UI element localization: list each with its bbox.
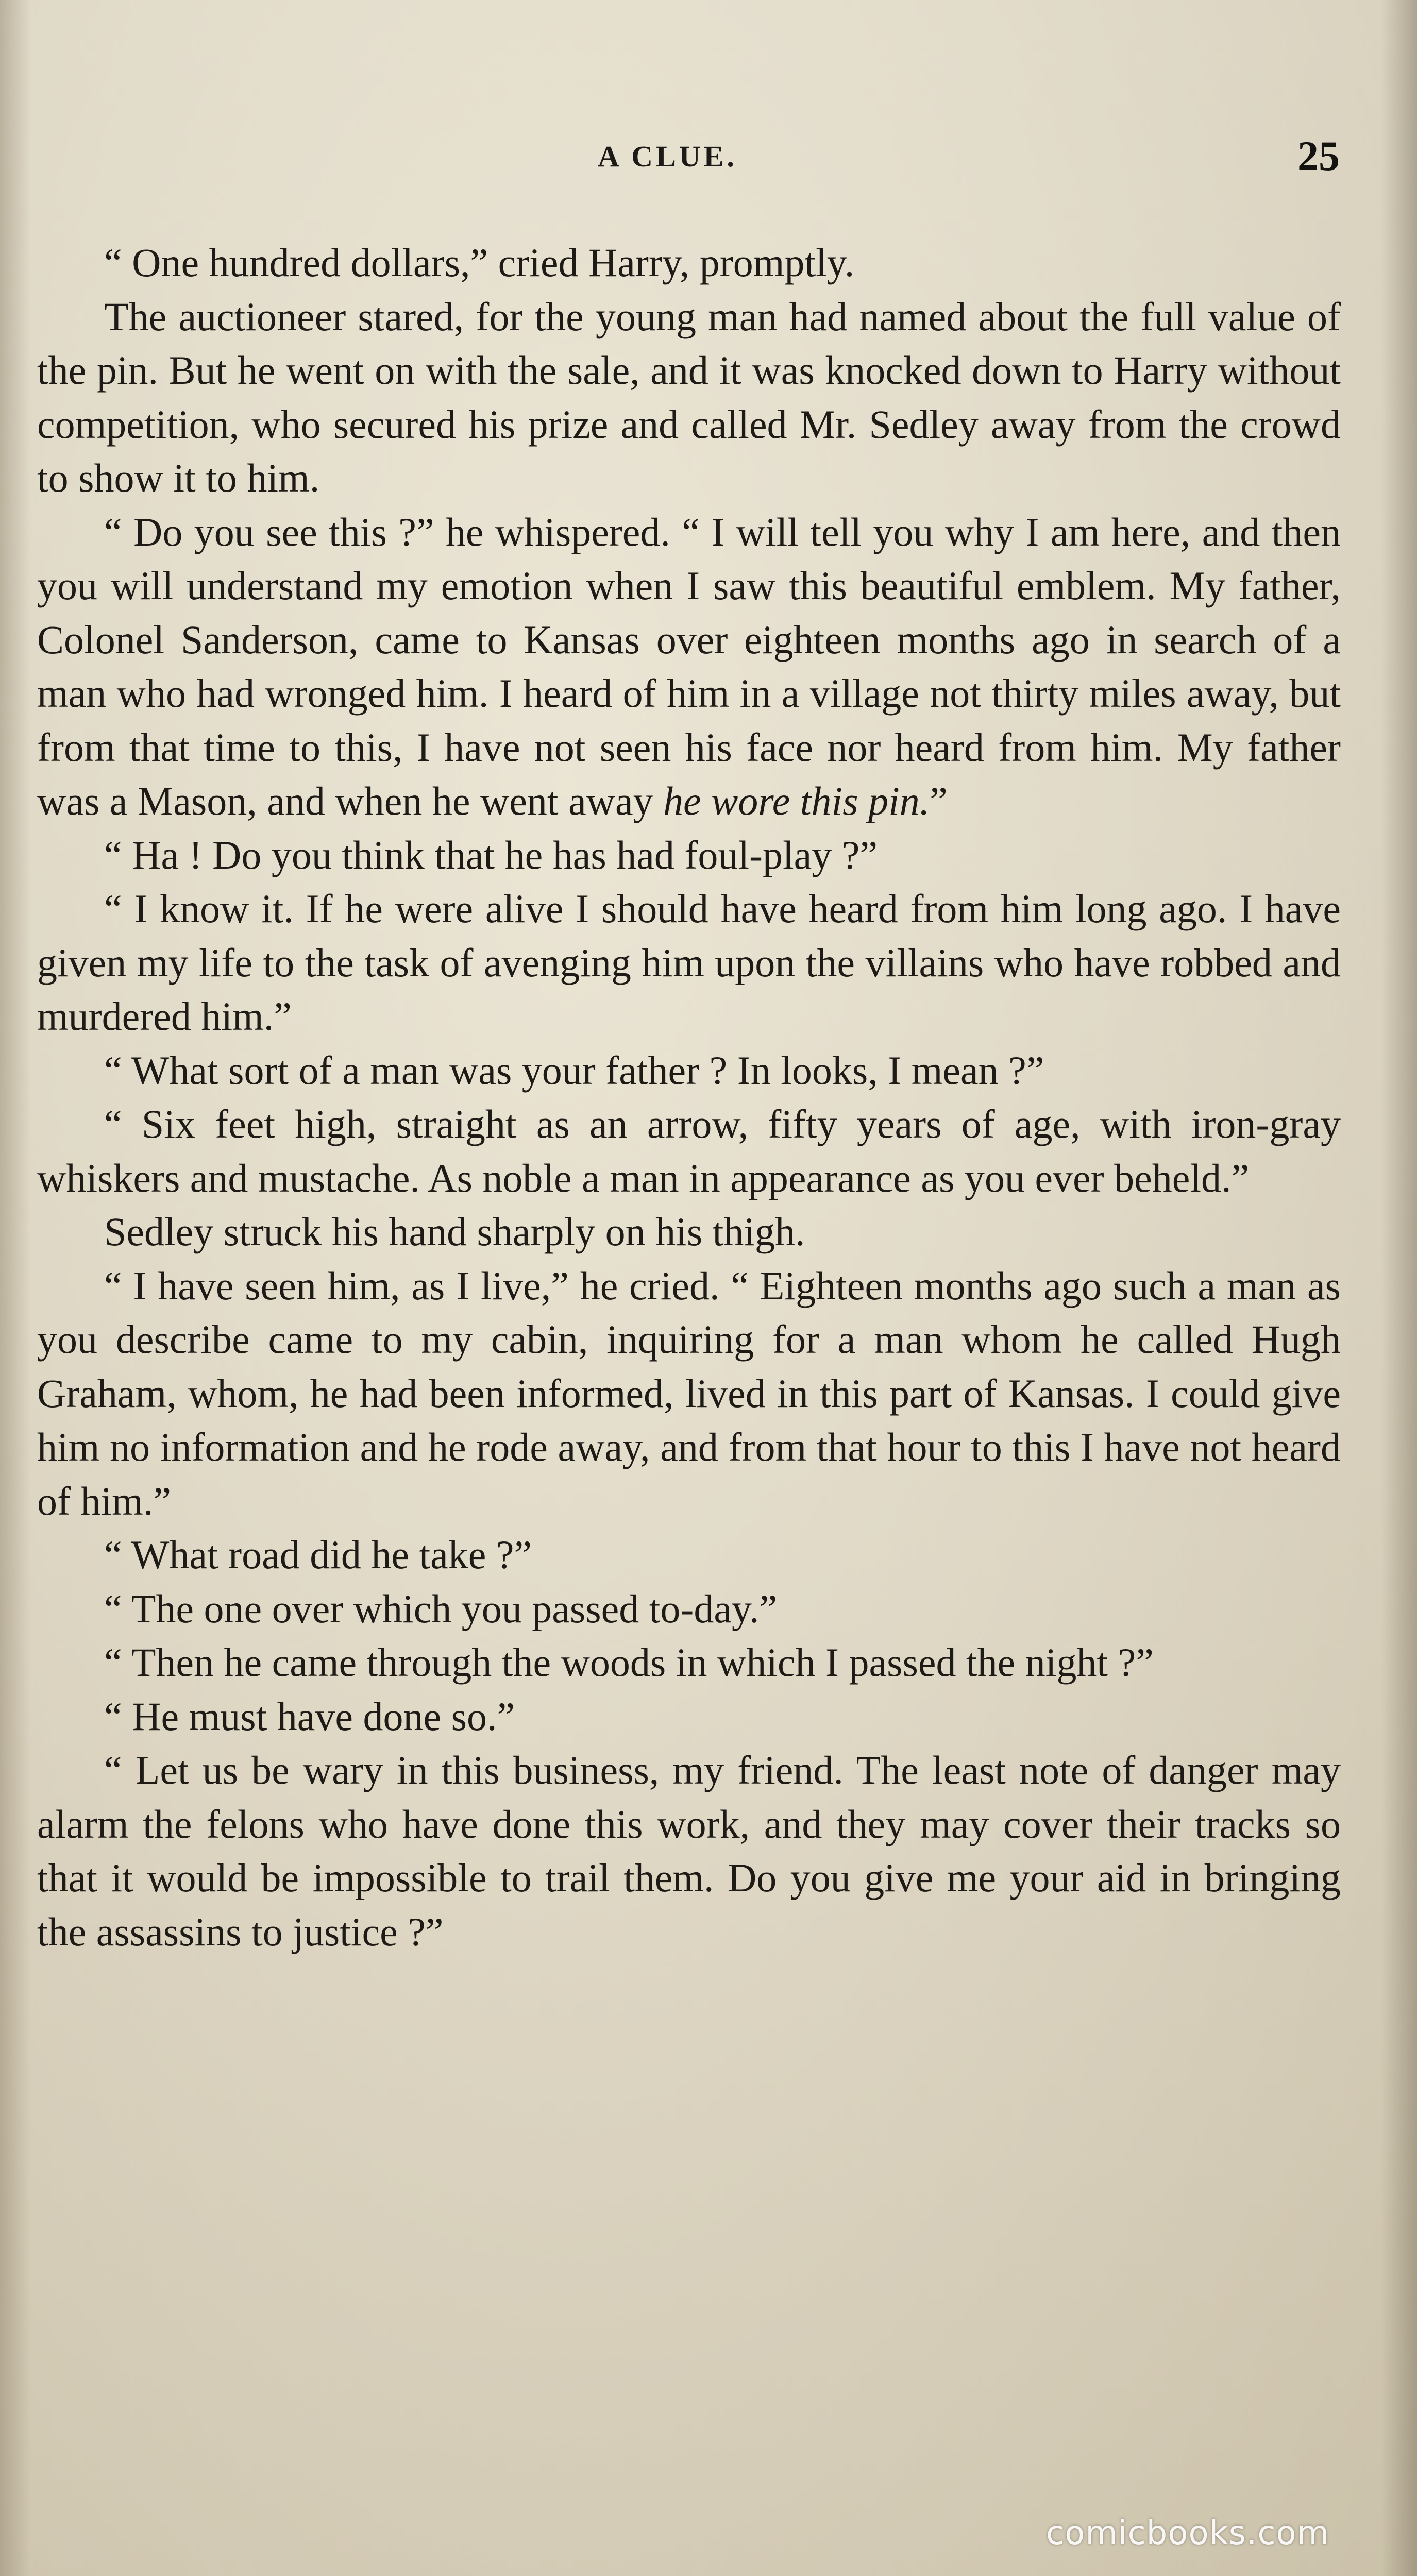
paragraph: “ Six feet high, straight as an arrow, fifty years of age, with iron-gray whiskers and mustache. As noble a man in appearance as you ever beheld.”	[37, 1101, 1341, 1200]
paragraph: “ Let us be wary in this business, my friend. The least note of danger may alarm the felons who have done this work, and they may cover their tracks so that it would be impossible to trail them. Do you give me your aid in bringing the assassins to justice ?”	[37, 1748, 1341, 1954]
page-shadow-left	[0, 0, 31, 2576]
page-number: 25	[1297, 132, 1340, 179]
paragraph: Sedley struck his hand sharply on his thigh.	[104, 1209, 805, 1254]
paragraph: “ I know it. If he were alive I should have heard from him long ago. I have given my life to the task of avenging him upon the villains who have robbed and murdered him.”	[37, 886, 1341, 1039]
paragraph: “ He must have done so.”	[104, 1693, 515, 1739]
page-header	[0, 132, 1417, 185]
site-watermark: comicbooks.com	[1046, 2514, 1330, 2552]
closing-quote: ”	[930, 778, 948, 823]
paragraph: “ Ha ! Do you think that he has had foul-play ?”	[104, 832, 878, 877]
paragraph-text: “ Do you see this ?” he whispered. “ I will tell you why I am here, and then you will understand my emotion when I saw this beautiful emblem. My father, Colonel Sanderson, came to Kansas over eighteen months ago in search of a man who had wronged him. I heard of him in a village not thirty miles away, but from that time to this, I have not seen his face nor heard from him. My father was a Mason, and when he went away	[37, 509, 1341, 823]
paragraph: “ Then he came through the woods in which I passed the night ?”	[104, 1640, 1154, 1685]
paragraph: The auctioneer stared, for the young man had named about the full value of the pin. But he went on with the sale, and it was knocked down to Harry without competition, who secured his prize and called Mr. Sedley away from the crowd to show it to him.	[37, 294, 1341, 500]
paragraph: “ I have seen him, as I live,” he cried. “ Eighteen months ago such a man as you describe came to my cabin, inquiring for a man whom he called Hugh Graham, whom, he had been informed, lived in this part of Kansas. I could give him no information and he rode away, and from that hour to this I have not heard of him.”	[37, 1263, 1341, 1523]
paragraph: “ What sort of a man was your father ? In looks, I mean ?”	[104, 1047, 1044, 1093]
page-shadow-right	[1381, 0, 1417, 2576]
paragraph	[37, 505, 1341, 828]
paragraph: “ One hundred dollars,” cried Harry, promptly.	[104, 240, 855, 285]
paragraph: “ The one over which you passed to-day.”	[104, 1586, 778, 1631]
paragraph: “ What road did he take ?”	[104, 1532, 532, 1577]
body-text	[37, 236, 1341, 1959]
running-title: A CLUE.	[598, 140, 737, 173]
italic-phrase: he wore this pin.	[663, 778, 930, 823]
